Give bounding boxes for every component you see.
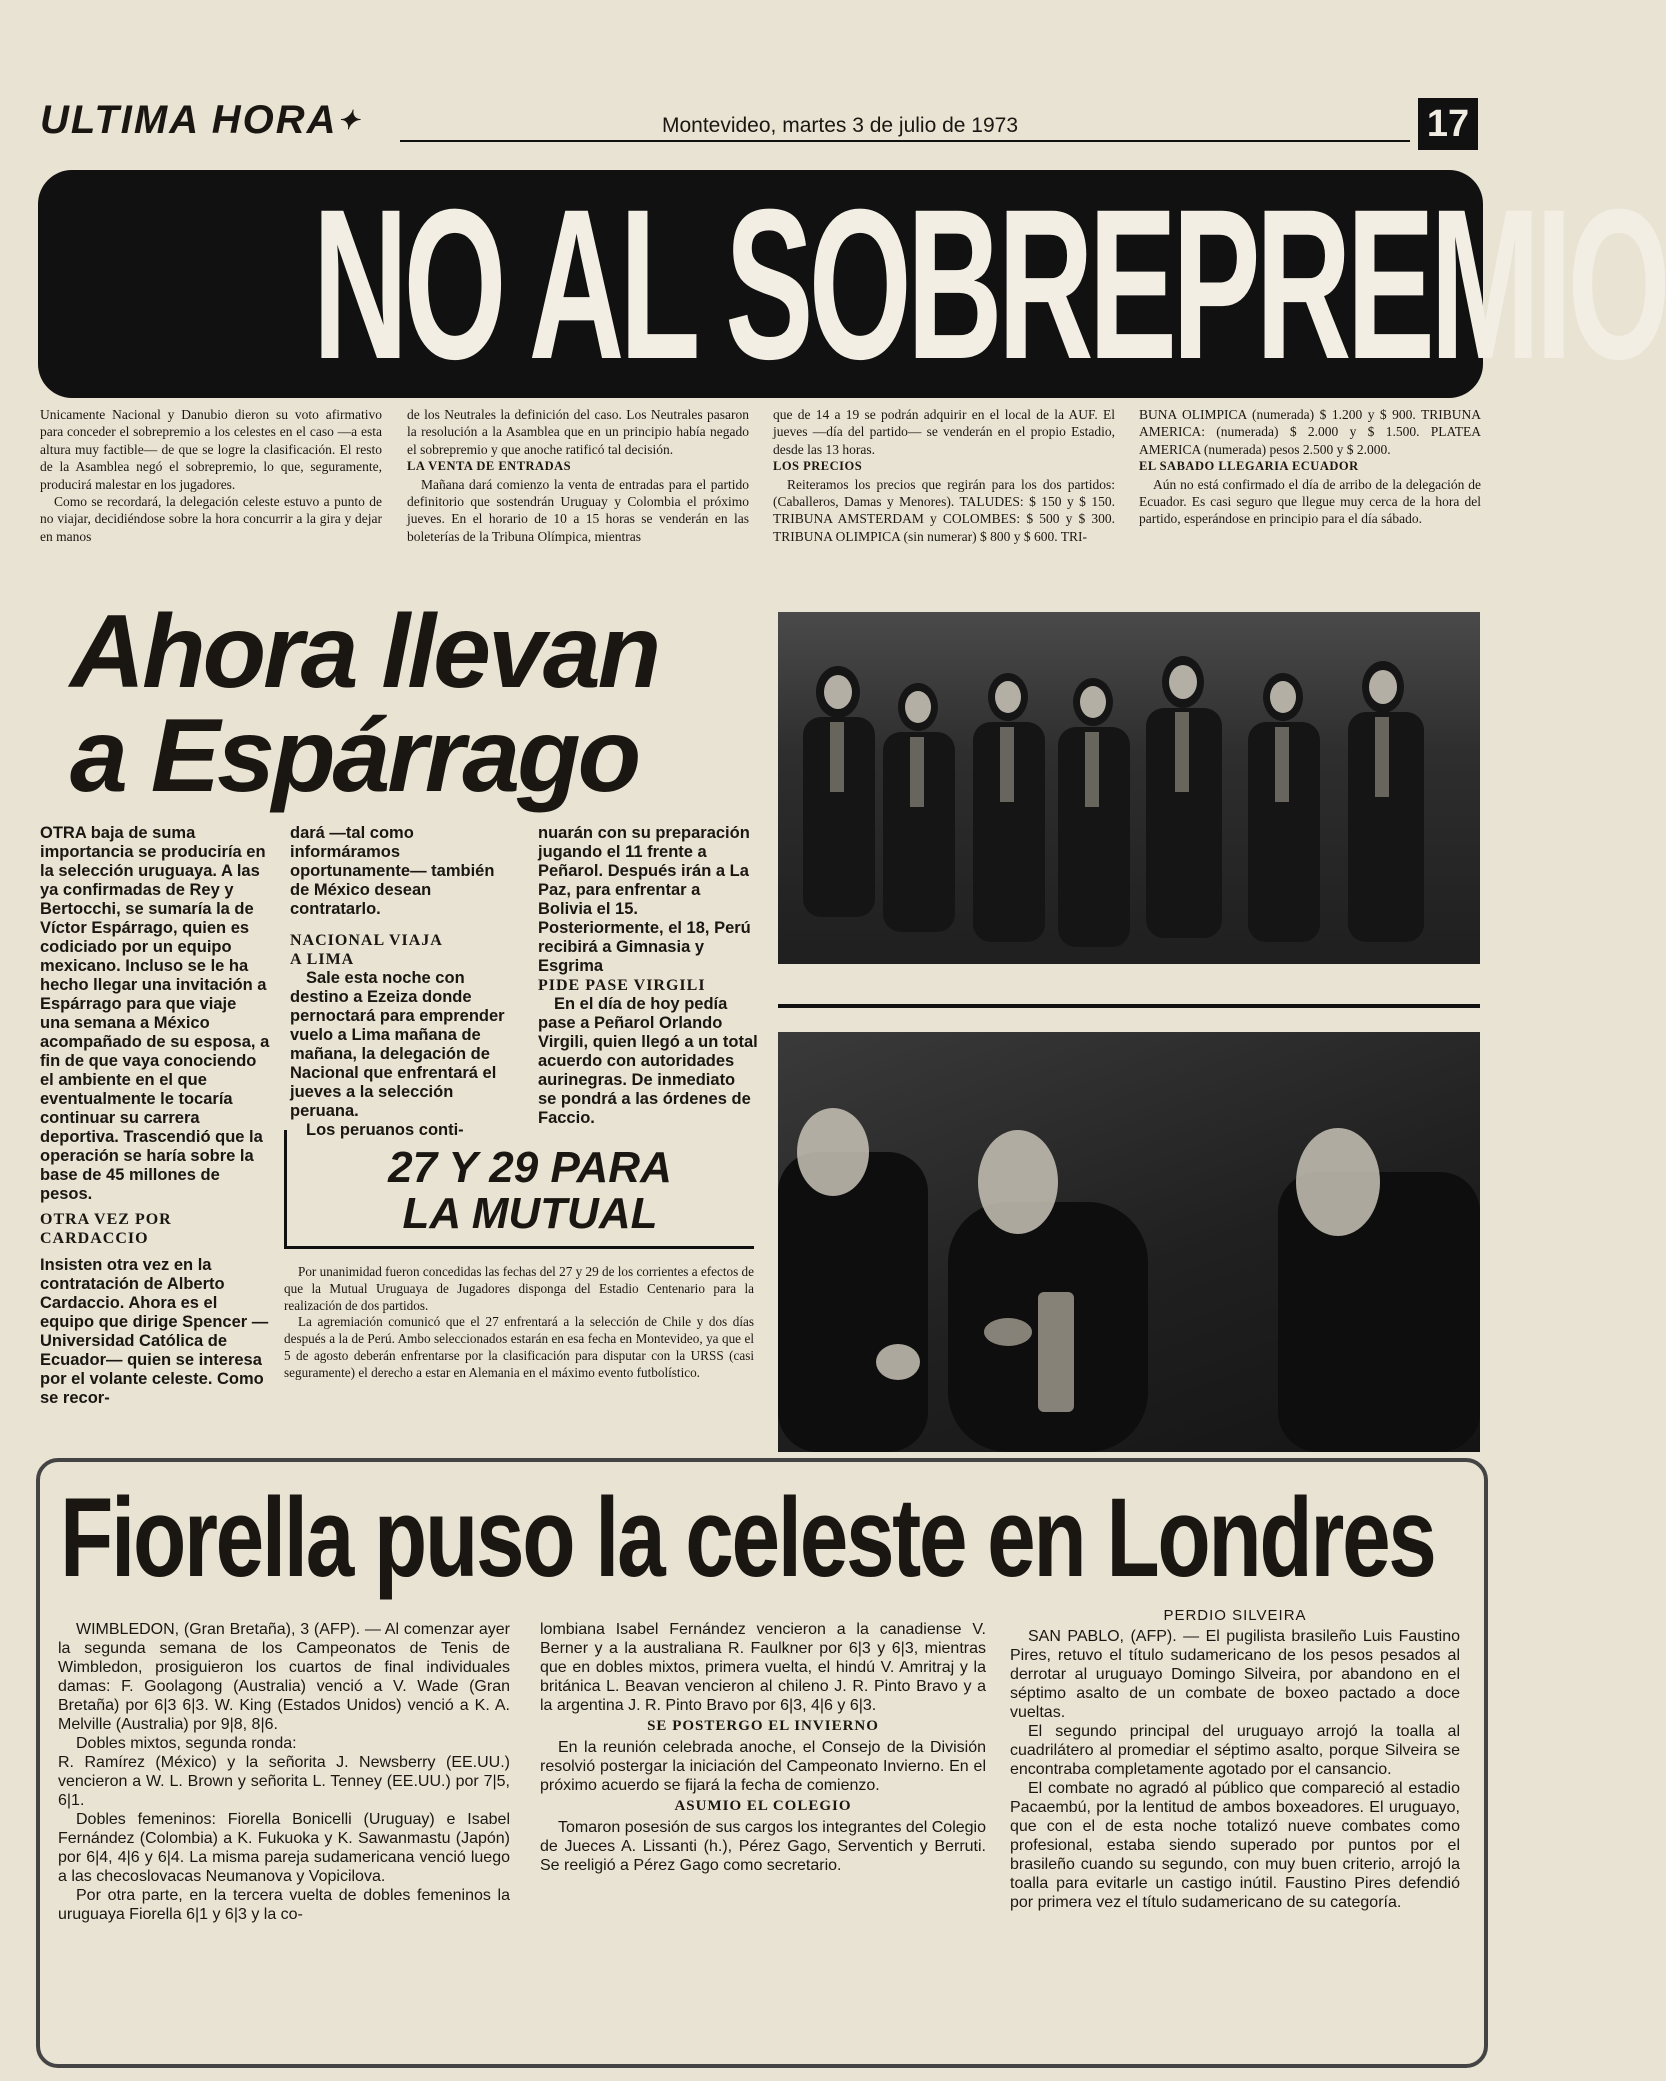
team-photo-figures bbox=[778, 612, 1480, 964]
masthead-logo: ULTIMA HORA✦ bbox=[40, 98, 362, 142]
mutual-body: Por unanimidad fueron concedidas las fechas del 27 y 29 de los corrientes a efectos de que la Mutual Uruguaya de Jugadores disponga del Estadio Centenario para la realización de dos partidos. La agremiación comunicó que el 27 enfrentará a la selección de Chile y dos días después a la de Perú. Ambo seleccionados estarán en esa fecha en Montevideo, ya que el 5 de agosto deberán enfrentarse por la clasificación para disputar con la URSS (casi seguramente) el derecho a estar en Alemania en el máximo evento futbolístico. bbox=[284, 1264, 754, 1380]
sobrepremio-col-4: BUNA OLIMPICA (numerada) $ 1.200 y $ 900. TRIBUNA AMERICA: (numerada) $ 2.000 y $ 1.500. PLATEA AMERICA (numerada) pesos 2.500 y $ 2.000. EL SABADO LLEGARIA ECUADOR Aún no está confirmado el día de arribo de la delegación de Ecuador. Es casi seguro que llegue muy cerca de la hora del partido, esperándose en principio para el día sábado. bbox=[1139, 407, 1481, 527]
fiorella-headline: Fiorella puso la celeste en Londres bbox=[60, 1475, 1435, 1600]
officials-photo-figures bbox=[778, 1032, 1480, 1452]
main-headline: NO AL SOBREPREMIO bbox=[312, 165, 1666, 404]
sobrepremio-col-2: de los Neutrales la definición del caso. Los Neutrales pasaron la resolución a la Asamblea que en un principio había negado el sobrepremio y que anoche ratificó tal decisión. LA VENTA DE ENTRADAS Mañana dará comienzo la venta de entradas para el partido definitorio que sostendrán Uruguay y Colombia el próximo jueves. En el horario de 10 a 15 horas se venderán en las boleterías de la Tribuna Olímpica, mientras bbox=[407, 407, 749, 544]
page-number: 17 bbox=[1418, 98, 1478, 150]
esparrago-col-2: dará —tal como informáramos oportunamente— también de México desean contratarlo. NACIONAL VIAJA A LIMA Sale esta noche con destino a Ezeiza donde pernoctará para emprender vuelo a Lima mañana de mañana, la delegación de Nacional que enfrentará el jueves a la selección peruana. Los peruanos conti- bbox=[290, 824, 505, 1139]
mutual-rule-bottom bbox=[284, 1246, 754, 1249]
fiorella-col-2: lombiana Isabel Fernández vencieron a la canadiense V. Berner y a la australiana R. Faulkner por 6|3 y 6|3, mientras que en dobles mixtos, primera vuelta, el hindú V. Amritraj y la británica L. Beavan vencieron al chileno J. R. Pinto Bravo y a la argentina J. R. Pinto Bravo por 6|3, 4|6 y 6|3. SE POSTERGO EL INVIERNO En la reunión celebrada anoche, el Consejo de la División resolvió postergar la iniciación del Campeonato Invierno. En el próximo acuerdo se fijará la fecha de comienzo. ASUMIO EL COLEGIO Tomaron posesión de sus cargos los integrantes del Colegio de Jueces A. Lissanti (h.), Pérez Gago, Serventich y Berruti. Se reeligió a Pérez Gago como secretario. bbox=[540, 1621, 986, 1874]
star-icon: ✦ bbox=[337, 105, 362, 135]
mutual-rule-left bbox=[284, 1130, 287, 1248]
sobrepremio-col-3: que de 14 a 19 se podrán adquirir en el local de la AUF. El jueves —día del partido— se venderán en el propio Estadio, desde las 13 horas. LOS PRECIOS Reiteramos los precios que regirán para los dos partidos: (Caballeros, Damas y Menores). TALUDES: $ 150 y $ 150. TRIBUNA AMSTERDAM y COLOMBES: $ 500 y $ 300. TRIBUNA OLIMPICA (sin numerar) $ 800 y $ 600. TRI- bbox=[773, 407, 1115, 544]
sobrepremio-col-1: Unicamente Nacional y Danubio dieron su voto afirmativo para conceder el sobrepremio a los celestes en el caso —a esta altura muy factible— de que se logre la clasificación. El resto de la Asamblea negó el sobrepremio, lo que, seguramente, producirá malestar en los jugadores. Como se recordará, la delegación celeste estuvo a punto de no viajar, decidiéndose sobre la hora concurrir a la gira y dejar en manos bbox=[40, 407, 382, 544]
mutual-headline: 27 Y 29 PARA LA MUTUAL bbox=[388, 1143, 672, 1238]
esparrago-col-1: OTRA baja de suma importancia se produciría en la selección uruguaya. A las ya confirmadas de Rey y Bertocchi, se sumaría la de Víctor Espárrago, quien es codiciado por un equipo mexicano. Incluso se le ha hecho llegar una invitación a Espárrago para que viaje una semana a México acompañado de su esposa, a fin de que vaya conociendo el ambiente en el que eventualmente le tocaría continuar su carrera deportiva. Trascendió que la operación se haría sobre la base de 45 millones de pesos. OTRA VEZ POR CARDACCIO Insisten otra vez en la contratación de Alberto Cardaccio. Ahora es el equipo que dirige Spencer —Universidad Católica de Ecuador— quien se interesa por el volante celeste. Como se recor- bbox=[40, 824, 270, 1407]
esparrago-headline: Ahora llevan a Espárrago bbox=[70, 594, 659, 814]
esparrago-col-3: nuarán con su preparación jugando el 11 frente a Peñarol. Después irán a La Paz, para enfrentar a Bolivia el 15. Posteriormente, el 18, Perú recibirá a Gimnasia y Esgrima PIDE PASE VIRGILI En el día de hoy pedía pase a Peñarol Orlando Virgili, quien llegó a un total acuerdo con autoridades aurinegras. De inmediato se pondrá a las órdenes de Faccio. bbox=[538, 824, 758, 1127]
team-photo bbox=[778, 612, 1480, 964]
photo-divider bbox=[778, 1004, 1480, 1008]
masthead-rule bbox=[400, 140, 1410, 142]
officials-photo bbox=[778, 1032, 1480, 1452]
dateline: Montevideo, martes 3 de julio de 1973 bbox=[661, 114, 1019, 137]
fiorella-col-1: WIMBLEDON, (Gran Bretaña), 3 (AFP). — Al comenzar ayer la segunda semana de los Campeonatos de Tenis de Wimbledon, prosiguieron los cuartos de final individuales damas: F. Goolagong (Australia) venció a V. Wade (Gran Bretaña) por 6|3 6|3. W. King (Estados Unidos) venció a K. A. Melville (Australia) por 9|8, 8|6. Dobles mixtos, segunda ronda: R. Ramírez (México) y la señorita J. Newsberry (EE.UU.) vencieron a W. L. Brown y señorita L. Tenney (EE.UU.) por 7|5, 6|1. Dobles femeninos: Fiorella Bonicelli (Uruguay) e Isabel Fernández (Colombia) a K. Fukuoka y K. Sawanmastu (Japón) por 6|4, 4|6 y 6|4. La misma pareja sudamericana venció luego a las checoslovacas Neumanova y Vopicilova. Por otra parte, en la tercera vuelta de dobles femeninos la uruguaya Fiorella 6|1 y 6|3 y la co- bbox=[58, 1621, 510, 1923]
fiorella-col-3: PERDIO SILVEIRA SAN PABLO, (AFP). — El pugilista brasileño Luis Faustino Pires, retuvo el título sudamericano de los pesos pesados al derrotar al uruguayo Domingo Silveira, por abandono en el séptimo asalto de un combate de boxeo pactado a doce vueltas. El segundo principal del uruguayo arrojó la toalla al cuadrilátero al promediar el séptimo asalto, porque Silveira se encontraba completamente agotado por el cansancio. El combate no agradó al público que compareció al estadio Pacaembú, por la lentitud de ambos boxeadores. El uruguayo, que con el de esta noche totalizó nueve combates como profesional, estaba siendo superado por puntos por el brasileño cuando su segundo, con muy buen criterio, arrojó la toalla para evitarle un castigo inútil. Faustino Pires defendió por primera vez el título sudamericano de su categoría. bbox=[1010, 1607, 1460, 1911]
